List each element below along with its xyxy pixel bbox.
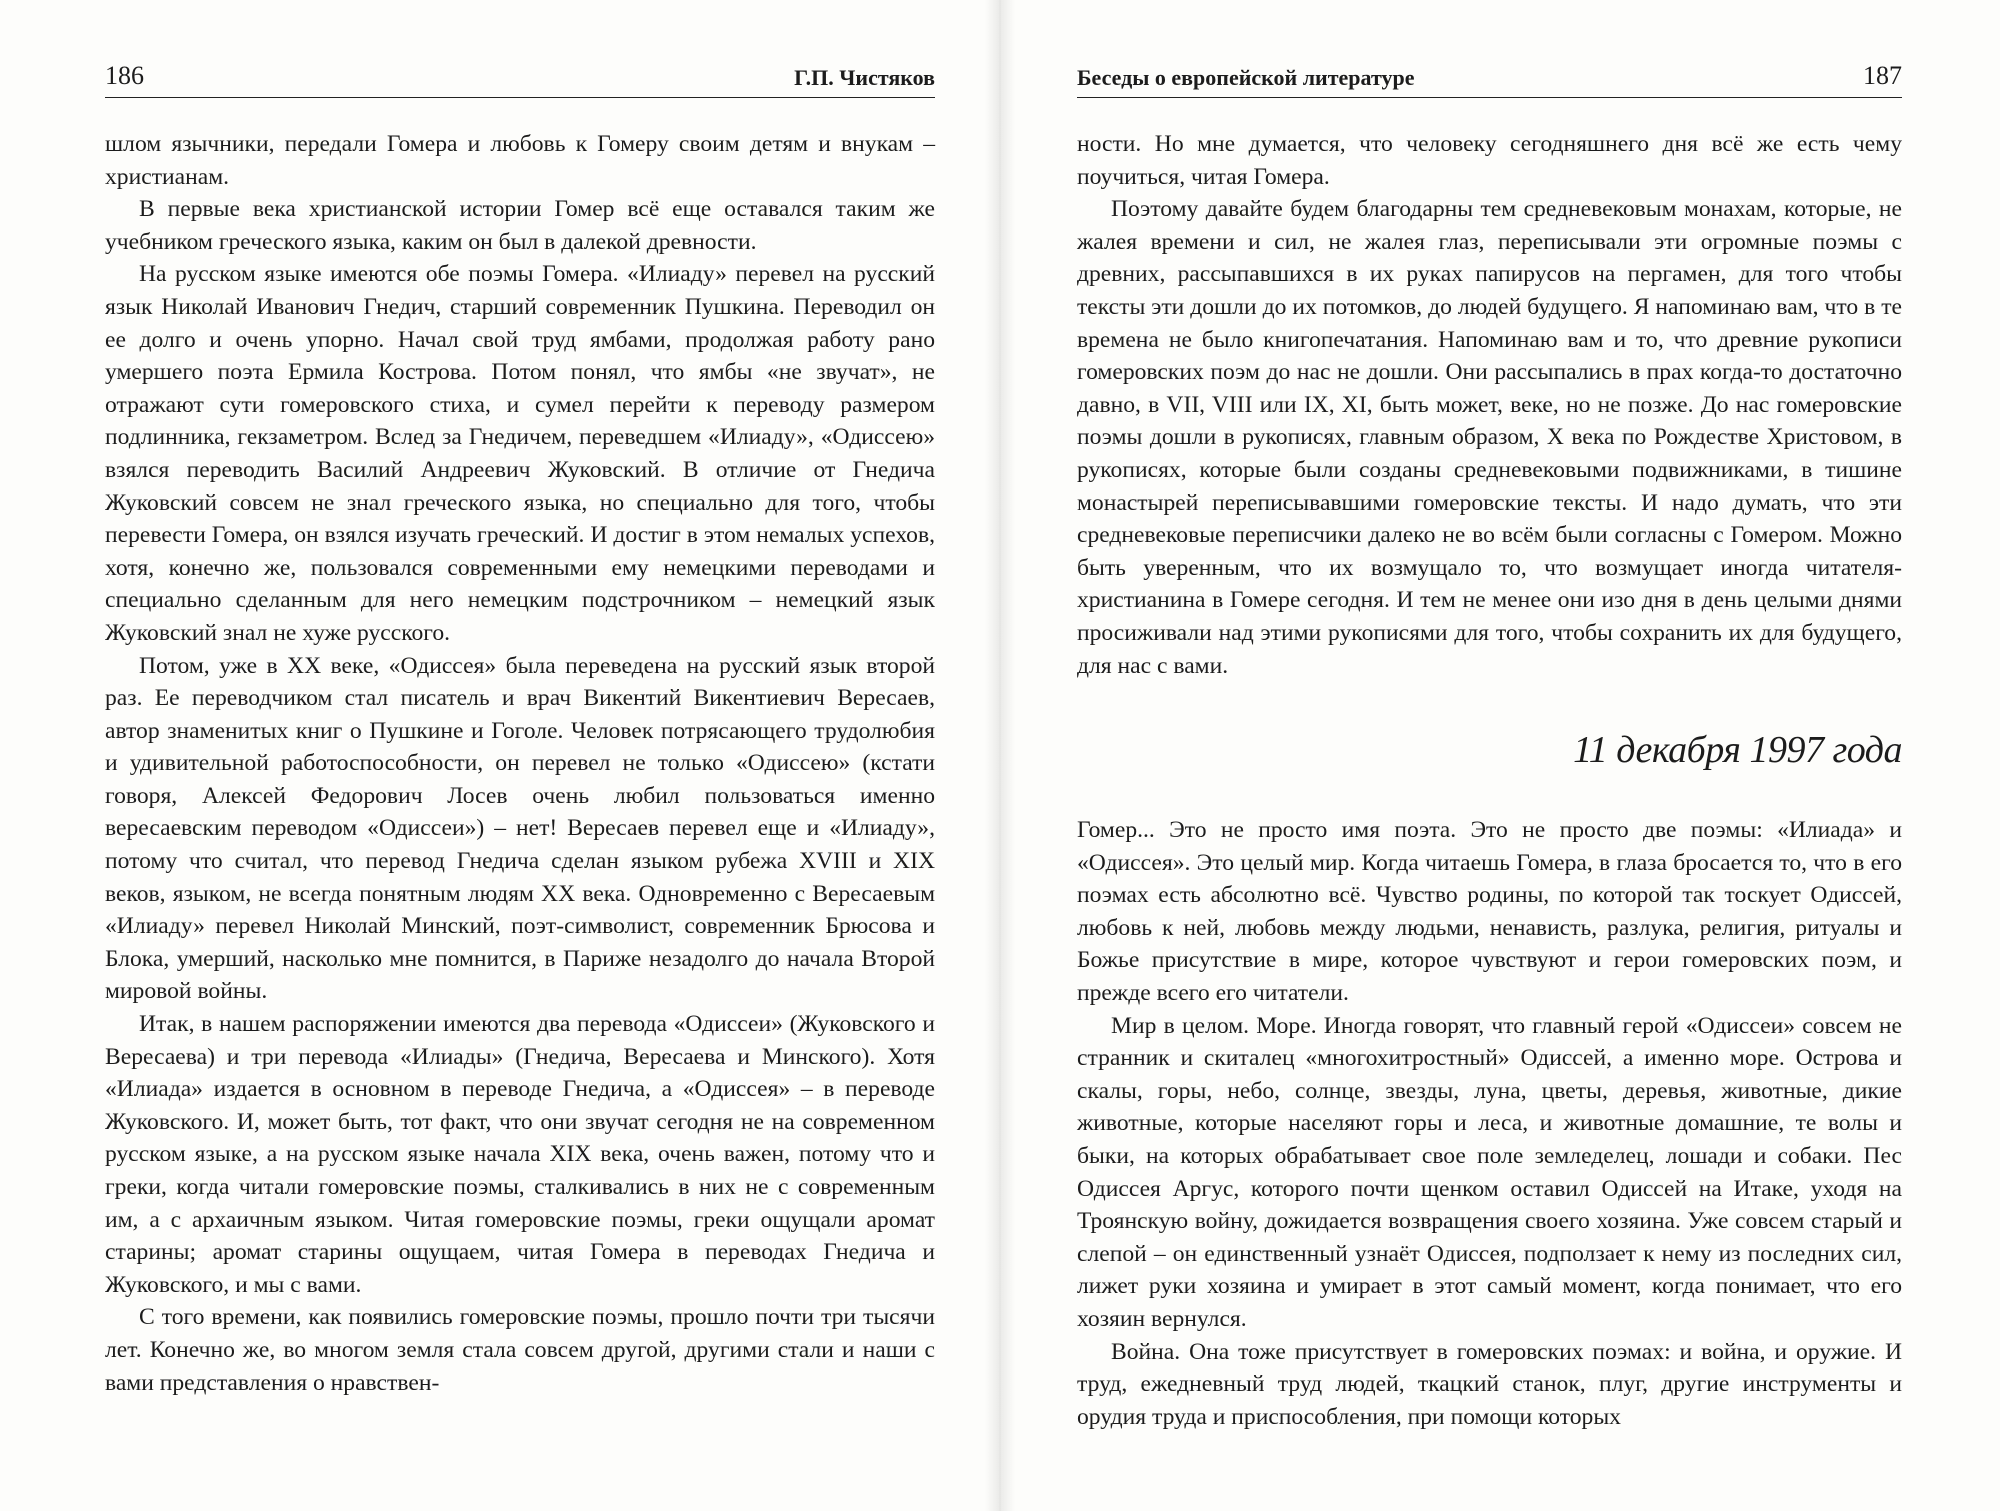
book-spine bbox=[985, 0, 1015, 1511]
right-page-number: 187 bbox=[1863, 61, 1902, 90]
left-page-header bbox=[105, 55, 935, 98]
left-paragraph: С того времени, как появились гомеровские поэмы, прошло почти три тысячи лет. Конечно же, во многом земля стала совсем другой, другими стали и наши с вами представления о нравствен- bbox=[105, 1304, 935, 1396]
left-page-body bbox=[105, 128, 935, 1399]
left-paragraph: шлом язычники, передали Гомера и любовь к Гомеру своим детям и внукам – христианам. bbox=[105, 131, 935, 190]
right-page-body bbox=[1077, 128, 1902, 1433]
left-paragraph: В первые века христианской истории Гомер всё еще оставался таким же учебником греческого языка, каким он был в далекой древности. bbox=[105, 196, 935, 255]
right-page bbox=[1015, 0, 2000, 1511]
right-paragraph: ности. Но мне думается, что человеку сегодняшнего дня всё же есть чему поучиться, читая Гомера. bbox=[1077, 131, 1902, 190]
right-paragraph: Поэтому давайте будем благодарны тем средневековым монахам, которые, не жалея времени и сил, не жалея глаз, переписывали эти огромные поэмы с древних, рассыпавшихся в их руках папирусов на пергамен, для того чтобы тексты эти дошли до их потомков, до людей будущего. Я напоминаю вам, что в те времена не было книгопечатания. Напоминаю вам и то, что древние рукописи гомеровских поэм до нас не дошли. Они рассыпались в прах когда-то достаточно давно, в VII, VIII или IX, XI, быть может, веке, но не позже. До нас гомеровские поэмы дошли в рукописях, главным образом, X века по Рождестве Христовом, в рукописях, которые были созданы средневековыми подвижниками, в тишине монастырей переписывавшими гомеровские тексты. И надо думать, что эти средневековые переписчики далеко не во всём были согласны с Гомером. Можно быть уверенным, что их возмущало то, что возмущает иногда читателя-христианина в Гомере сегодня. И тем не менее они изо дня в день целыми днями просиживали над этими рукописями для того, чтобы сохранить их для будущего, для нас с вами. bbox=[1077, 196, 1902, 679]
left-page-number: 186 bbox=[105, 61, 144, 90]
left-running-head: Г.П. Чистяков bbox=[794, 65, 935, 90]
right-page-header bbox=[1077, 55, 1902, 98]
right-paragraph: Гомер... Это не просто имя поэта. Это не просто две поэмы: «Илиада» и «Одиссея». Это целый мир. Когда читаешь Гомера, в глаза бросается то, что в его поэмах есть абсолютно всё. Чувство родины, по которой так тоскует Одиссей, любовь к ней, любовь между людьми, ненависть, разлука, религия, ритуалы и Божье присутствие в мире, которое чувствуют и герои гомеровских поэм, и прежде всего его читатели. bbox=[1077, 817, 1902, 1007]
left-paragraph: Потом, уже в XX веке, «Одиссея» была переведена на русский язык второй раз. Ее переводчиком стал писатель и врач Викентий Викентиевич Вересаев, автор знаменитых книг о Пушкине и Гоголе. Человек потрясающего трудолюбия и удивительной работоспособности, он перевел не только «Одиссею» (кстати говоря, Алексей Федорович Лосев очень любил пользоваться именно вересаевским переводом «Одиссеи») – нет! Вересаев перевел еще и «Илиаду», потому что считал, что перевод Гнедича сделан языком рубежа XVIII и XIX веков, языком, не всегда понятным людям XX века. Одновременно с Вересаевым «Илиаду» перевел Николай Минский, поэт-символист, современник Брюсова и Блока, умерший, насколько мне помнится, в Париже незадолго до начала Второй мировой войны. bbox=[105, 652, 935, 1005]
left-paragraph: Итак, в нашем распоряжении имеются два перевода «Одиссеи» (Жуковского и Вересаева) и три перевода «Илиады» (Гнедича, Вересаева и Минского). Хотя «Илиада» издается в основном в переводе Гнедича, а «Одиссея» – в переводе Жуковского. И, может быть, тот факт, что они звучат сегодня не на современном русском языке, а на русском языке начала XIX века, очень важен, потому что и греки, когда читали гомеровские поэмы, сталкивались в них не с современным им, а с архаичным языком. Читая гомеровские поэмы, греки ощущали аромат старины; аромат старины ощущаем, читая Гомера в переводах Гнедича и Жуковского, и мы с вами. bbox=[105, 1011, 935, 1298]
left-paragraph: На русском языке имеются обе поэмы Гомера. «Илиаду» перевел на русский язык Николай Иванович Гнедич, старший современник Пушкина. Переводил он ее долго и очень упорно. Начал свой труд ямбами, продолжая работу рано умершего поэта Ермила Кострова. Потом понял, что ямбы «не звучат», не отражают сути гомеровского стиха, и сумел перейти к переводу размером подлинника, гекзаметром. Вслед за Гнедичем, переведшем «Илиаду», «Одиссею» взялся переводить Василий Андреевич Жуковский. В отличие от Гнедича Жуковский совсем не знал греческого языка, но специально для того, чтобы перевести Гомера, он взялся изучать греческий. И достиг в этом немалых успехов, хотя, конечно же, пользовался современными ему немецкими переводами и специально сделанным для него немецким подстрочником – немецкий язык Жуковский знал не хуже русского. bbox=[105, 261, 935, 646]
right-paragraph: Война. Она тоже присутствует в гомеровских поэмах: и война, и оружие. И труд, ежедневный труд людей, ткацкий станок, плуг, другие инструменты и орудия труда и приспособления, при помощи которых bbox=[1077, 1338, 1902, 1430]
left-page bbox=[0, 0, 985, 1511]
right-paragraph: Мир в целом. Море. Иногда говорят, что главный герой «Одиссеи» совсем не странник и скиталец «многохитростный» Одиссей, а именно море. Острова и скалы, горы, небо, солнце, звезды, луна, цветы, деревья, животные, дикие животные, которые населяют горы и леса, и животные домашние, те волы и быки, на которых обрабатывает свое поле земледелец, лошади и собаки. Пес Одиссея Аргус, которого почти щенком оставил Одиссей на Итаке, уходя на Троянскую войну, дожидается возвращения своего хозяина. Уже совсем старый и слепой – он единственный узнаёт Одиссея, подползает к нему из последних сил, лижет руки хозяина и умирает в этот самый момент, когда понимает, что его хозяин вернулся. bbox=[1077, 1012, 1902, 1332]
right-running-head: Беседы о европейской литературе bbox=[1077, 65, 1415, 90]
date-heading: 11 декабря 1997 года bbox=[1573, 729, 1902, 772]
